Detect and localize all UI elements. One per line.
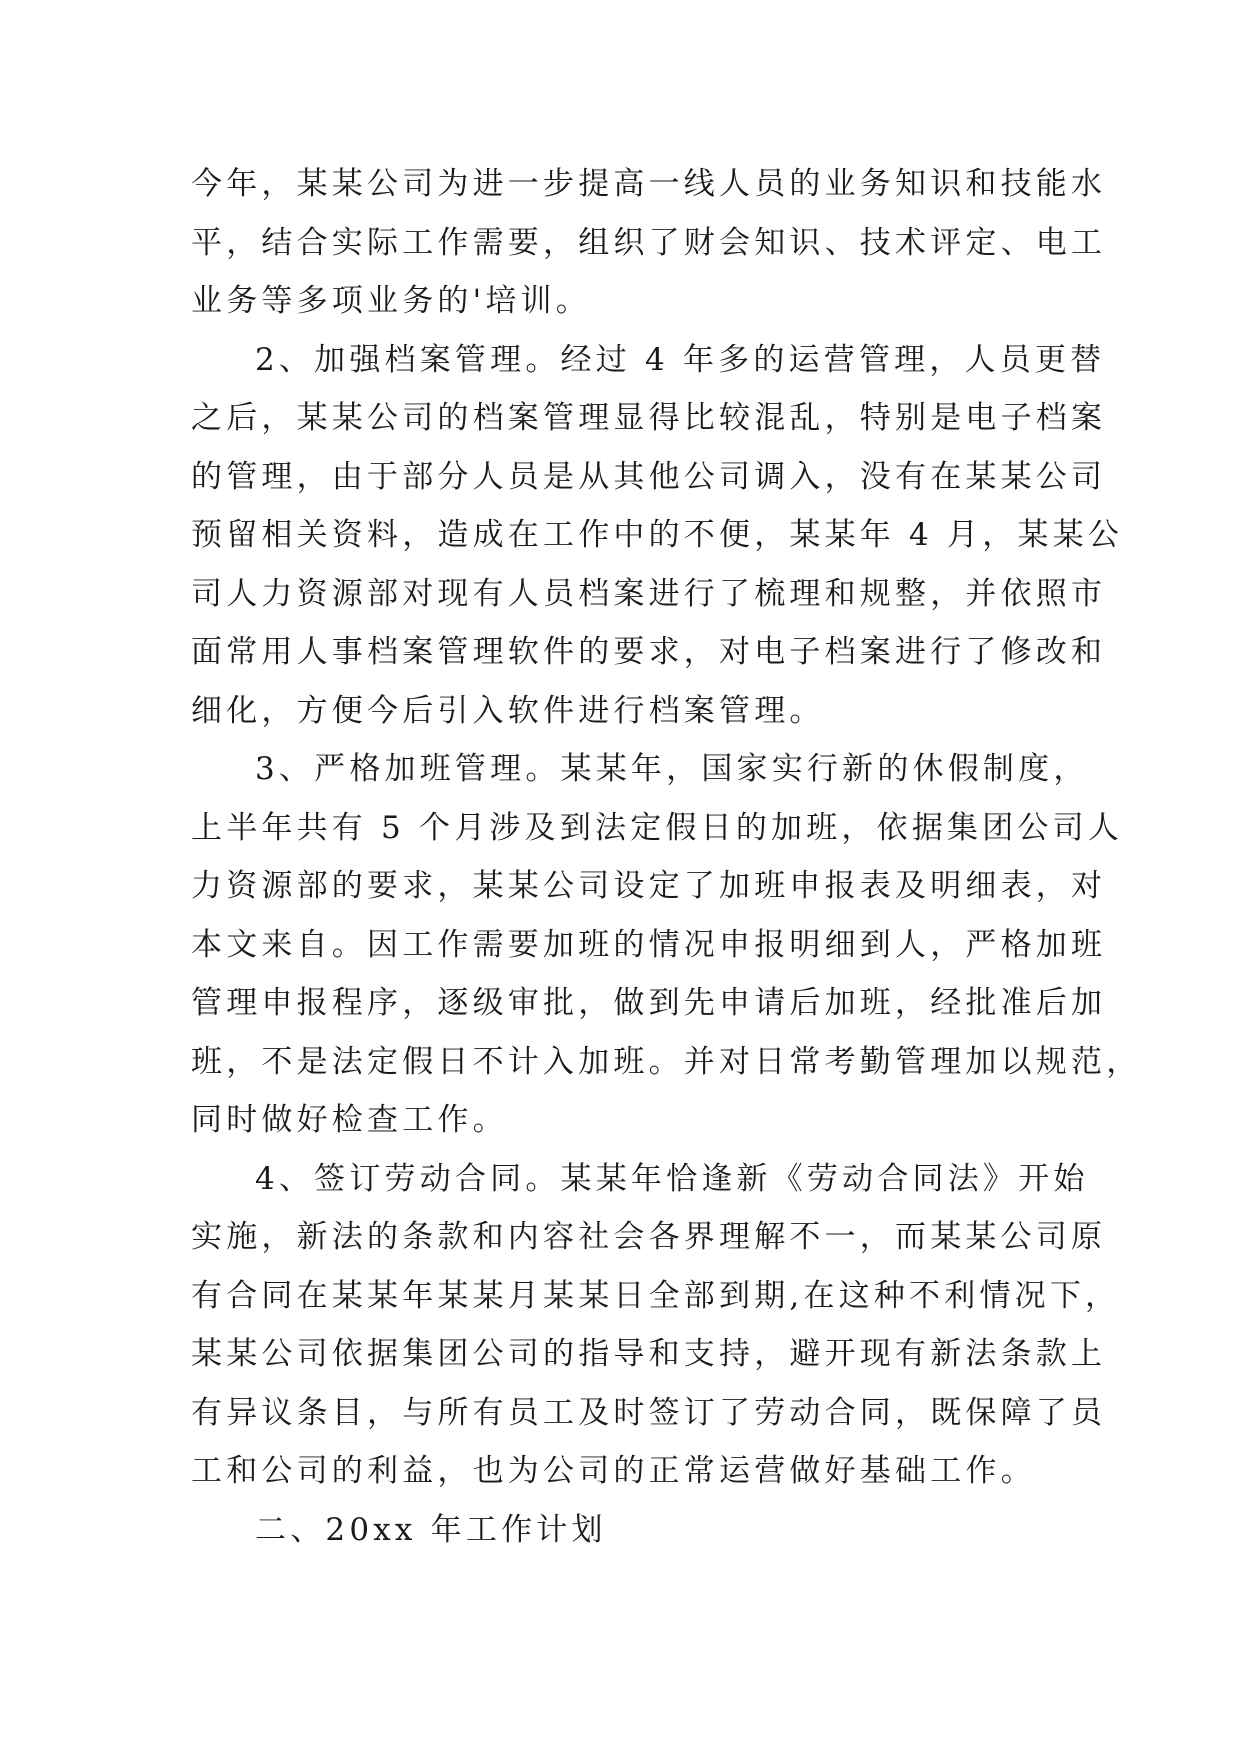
text-line: 今年，某某公司为进一步提高一线人员的业务知识和技能水 [191, 166, 1107, 202]
text-line: 4、签订劳动合同。某某年恰逢新《劳动合同法》开始 [255, 1160, 1089, 1197]
text-line: 司人力资源部对现有人员档案进行了梳理和规整，并依照市 [191, 575, 1107, 612]
text-line: 班，不是法定假日不计入加班。并对日常考勤管理加以规范， [191, 1043, 1142, 1080]
text-line: 业务等多项业务的'培训。 [191, 283, 591, 319]
text-line: 细化，方便今后引入软件进行档案管理。 [191, 692, 825, 729]
text-line: 有异议条目，与所有员工及时签订了劳动合同，既保障了员 [191, 1394, 1107, 1431]
text-line: 2、加强档案管理。经过 4 年多的运营管理，人员更替 [255, 341, 1106, 378]
text-line: 力资源部的要求，某某公司设定了加班申报表及明细表，对 [191, 868, 1107, 904]
paragraph-archive-management [191, 331, 1124, 741]
text-line: 管理申报程序，逐级审批，做到先申请后加班，经批准后加 [191, 985, 1107, 1021]
text-line: 预留相关资料，造成在工作中的不便，某某年 4 月，某某公 [191, 517, 1124, 553]
text-line: 3、严格加班管理。某某年，国家实行新的休假制度， [255, 751, 1089, 787]
text-line: 的管理，由于部分人员是从其他公司调入，没有在某某公司 [191, 458, 1107, 495]
text-line: 之后，某某公司的档案管理显得比较混乱，特别是电子档案 [191, 400, 1107, 436]
text-line: 本文来自。因工作需要加班的情况申报明细到人，严格加班 [191, 926, 1107, 963]
document-body [191, 155, 1142, 1559]
paragraph-overtime-management [191, 740, 1142, 1150]
text-line: 实施，新法的条款和内容社会各界理解不一，而某某公司原 [191, 1219, 1107, 1255]
text-line: 某某公司依据集团公司的指导和支持，避开现有新法条款上 [191, 1336, 1107, 1372]
text-line: 上半年共有 5 个月涉及到法定假日的加班，依据集团公司人 [191, 809, 1124, 846]
text-line: 有合同在某某年某某月某某日全部到期,在这种不利情况下， [191, 1277, 1121, 1314]
section-heading: 二、20xx 年工作计划 [255, 1511, 607, 1548]
paragraph-training [191, 155, 1107, 331]
text-line: 平，结合实际工作需要，组织了财会知识、技术评定、电工 [191, 224, 1107, 261]
text-line: 工和公司的利益，也为公司的正常运营做好基础工作。 [191, 1453, 1036, 1489]
text-line: 同时做好检查工作。 [191, 1102, 508, 1138]
text-line: 面常用人事档案管理软件的要求，对电子档案进行了修改和 [191, 634, 1107, 670]
paragraph-labor-contract [191, 1150, 1121, 1501]
